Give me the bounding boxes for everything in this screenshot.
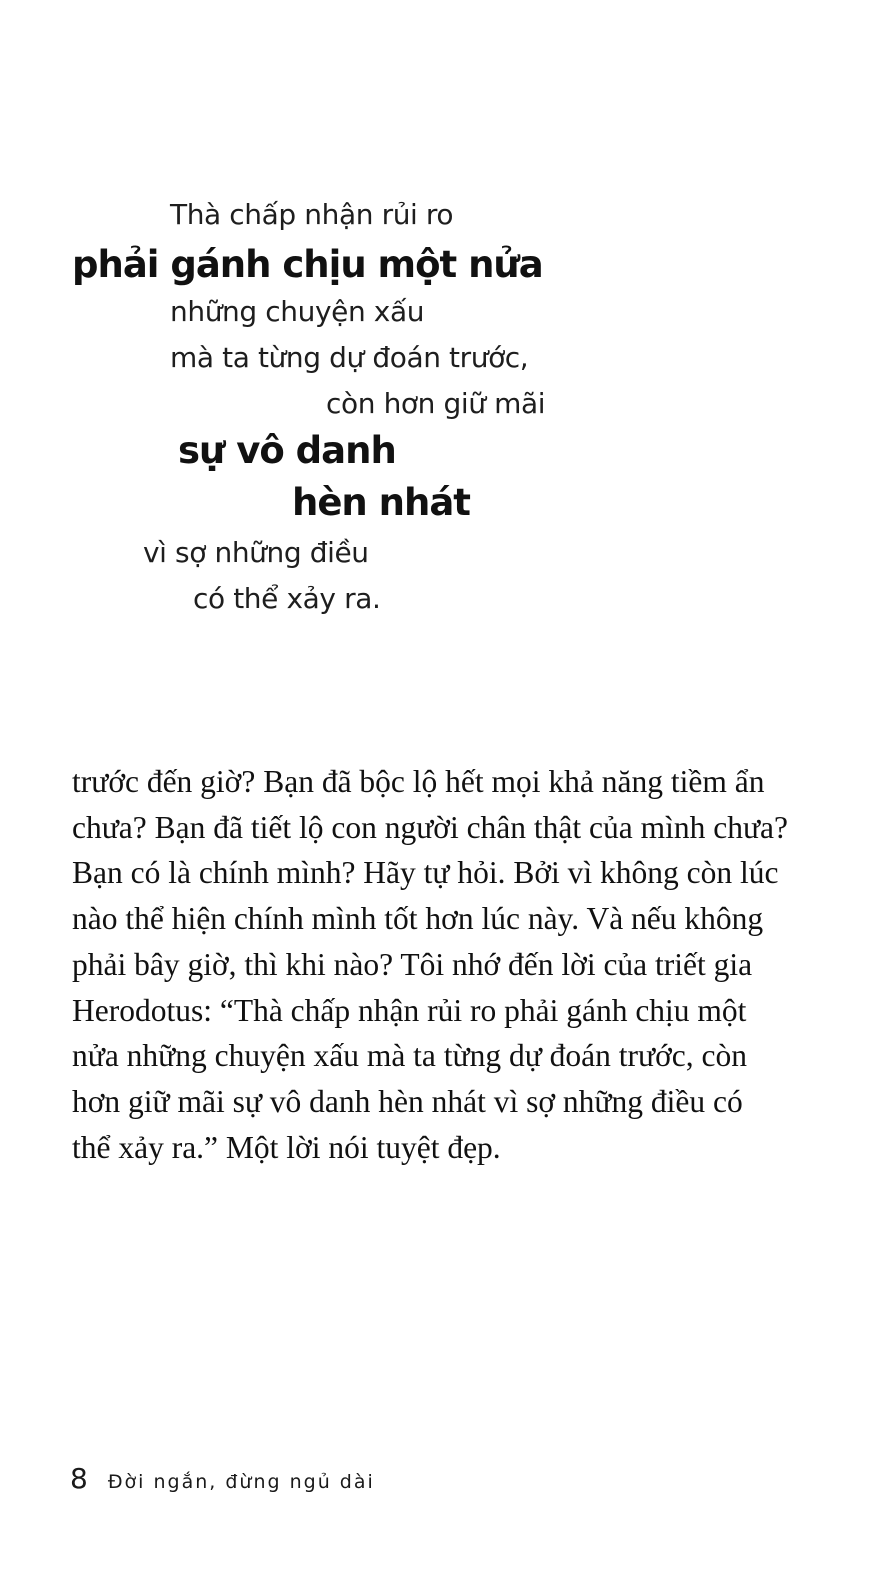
body-line: nào thể hiện chính mình tốt hơn lúc này. Và nếu không bbox=[72, 901, 764, 937]
body-line: thể xảy ra.” Một lời nói tuyệt đẹp. bbox=[72, 1129, 501, 1165]
page-footer bbox=[70, 1462, 375, 1495]
quote-line-7: hèn nhát bbox=[292, 481, 470, 524]
body-line: phải bây giờ, thì khi nào? Tôi nhớ đến lời của triết gia bbox=[72, 946, 753, 982]
quote-line-4: mà ta từng dự đoán trước, bbox=[170, 341, 529, 374]
page-number: 8 bbox=[70, 1462, 88, 1495]
body-line: Bạn có là chính mình? Hãy tự hỏi. Bởi vì không còn lúc bbox=[72, 855, 779, 891]
running-title: Đời ngắn, đừng ngủ dài bbox=[107, 1471, 375, 1493]
body-line: chưa? Bạn đã tiết lộ con người chân thật của mình chưa? bbox=[72, 809, 788, 845]
body-line: nửa những chuyện xấu mà ta từng dự đoán trước, còn bbox=[72, 1038, 747, 1074]
body-line: hơn giữ mãi sự vô danh hèn nhát vì sợ những điều có bbox=[72, 1083, 743, 1119]
quote-line-8: vì sợ những điều bbox=[143, 536, 369, 569]
quote-line-6: sự vô danh bbox=[178, 429, 396, 472]
quote-line-9: có thể xảy ra. bbox=[193, 582, 381, 615]
quote-line-5: còn hơn giữ mãi bbox=[326, 387, 546, 420]
body-line: Herodotus: “Thà chấp nhận rủi ro phải gánh chịu một bbox=[72, 992, 747, 1028]
quote-line-2: phải gánh chịu một nửa bbox=[72, 243, 543, 286]
body-line: trước đến giờ? Bạn đã bộc lộ hết mọi khả năng tiềm ẩn bbox=[72, 764, 765, 799]
quote-line-3: những chuyện xấu bbox=[170, 295, 425, 328]
body-paragraph bbox=[72, 759, 816, 1170]
quote-line-1: Thà chấp nhận rủi ro bbox=[170, 198, 454, 231]
